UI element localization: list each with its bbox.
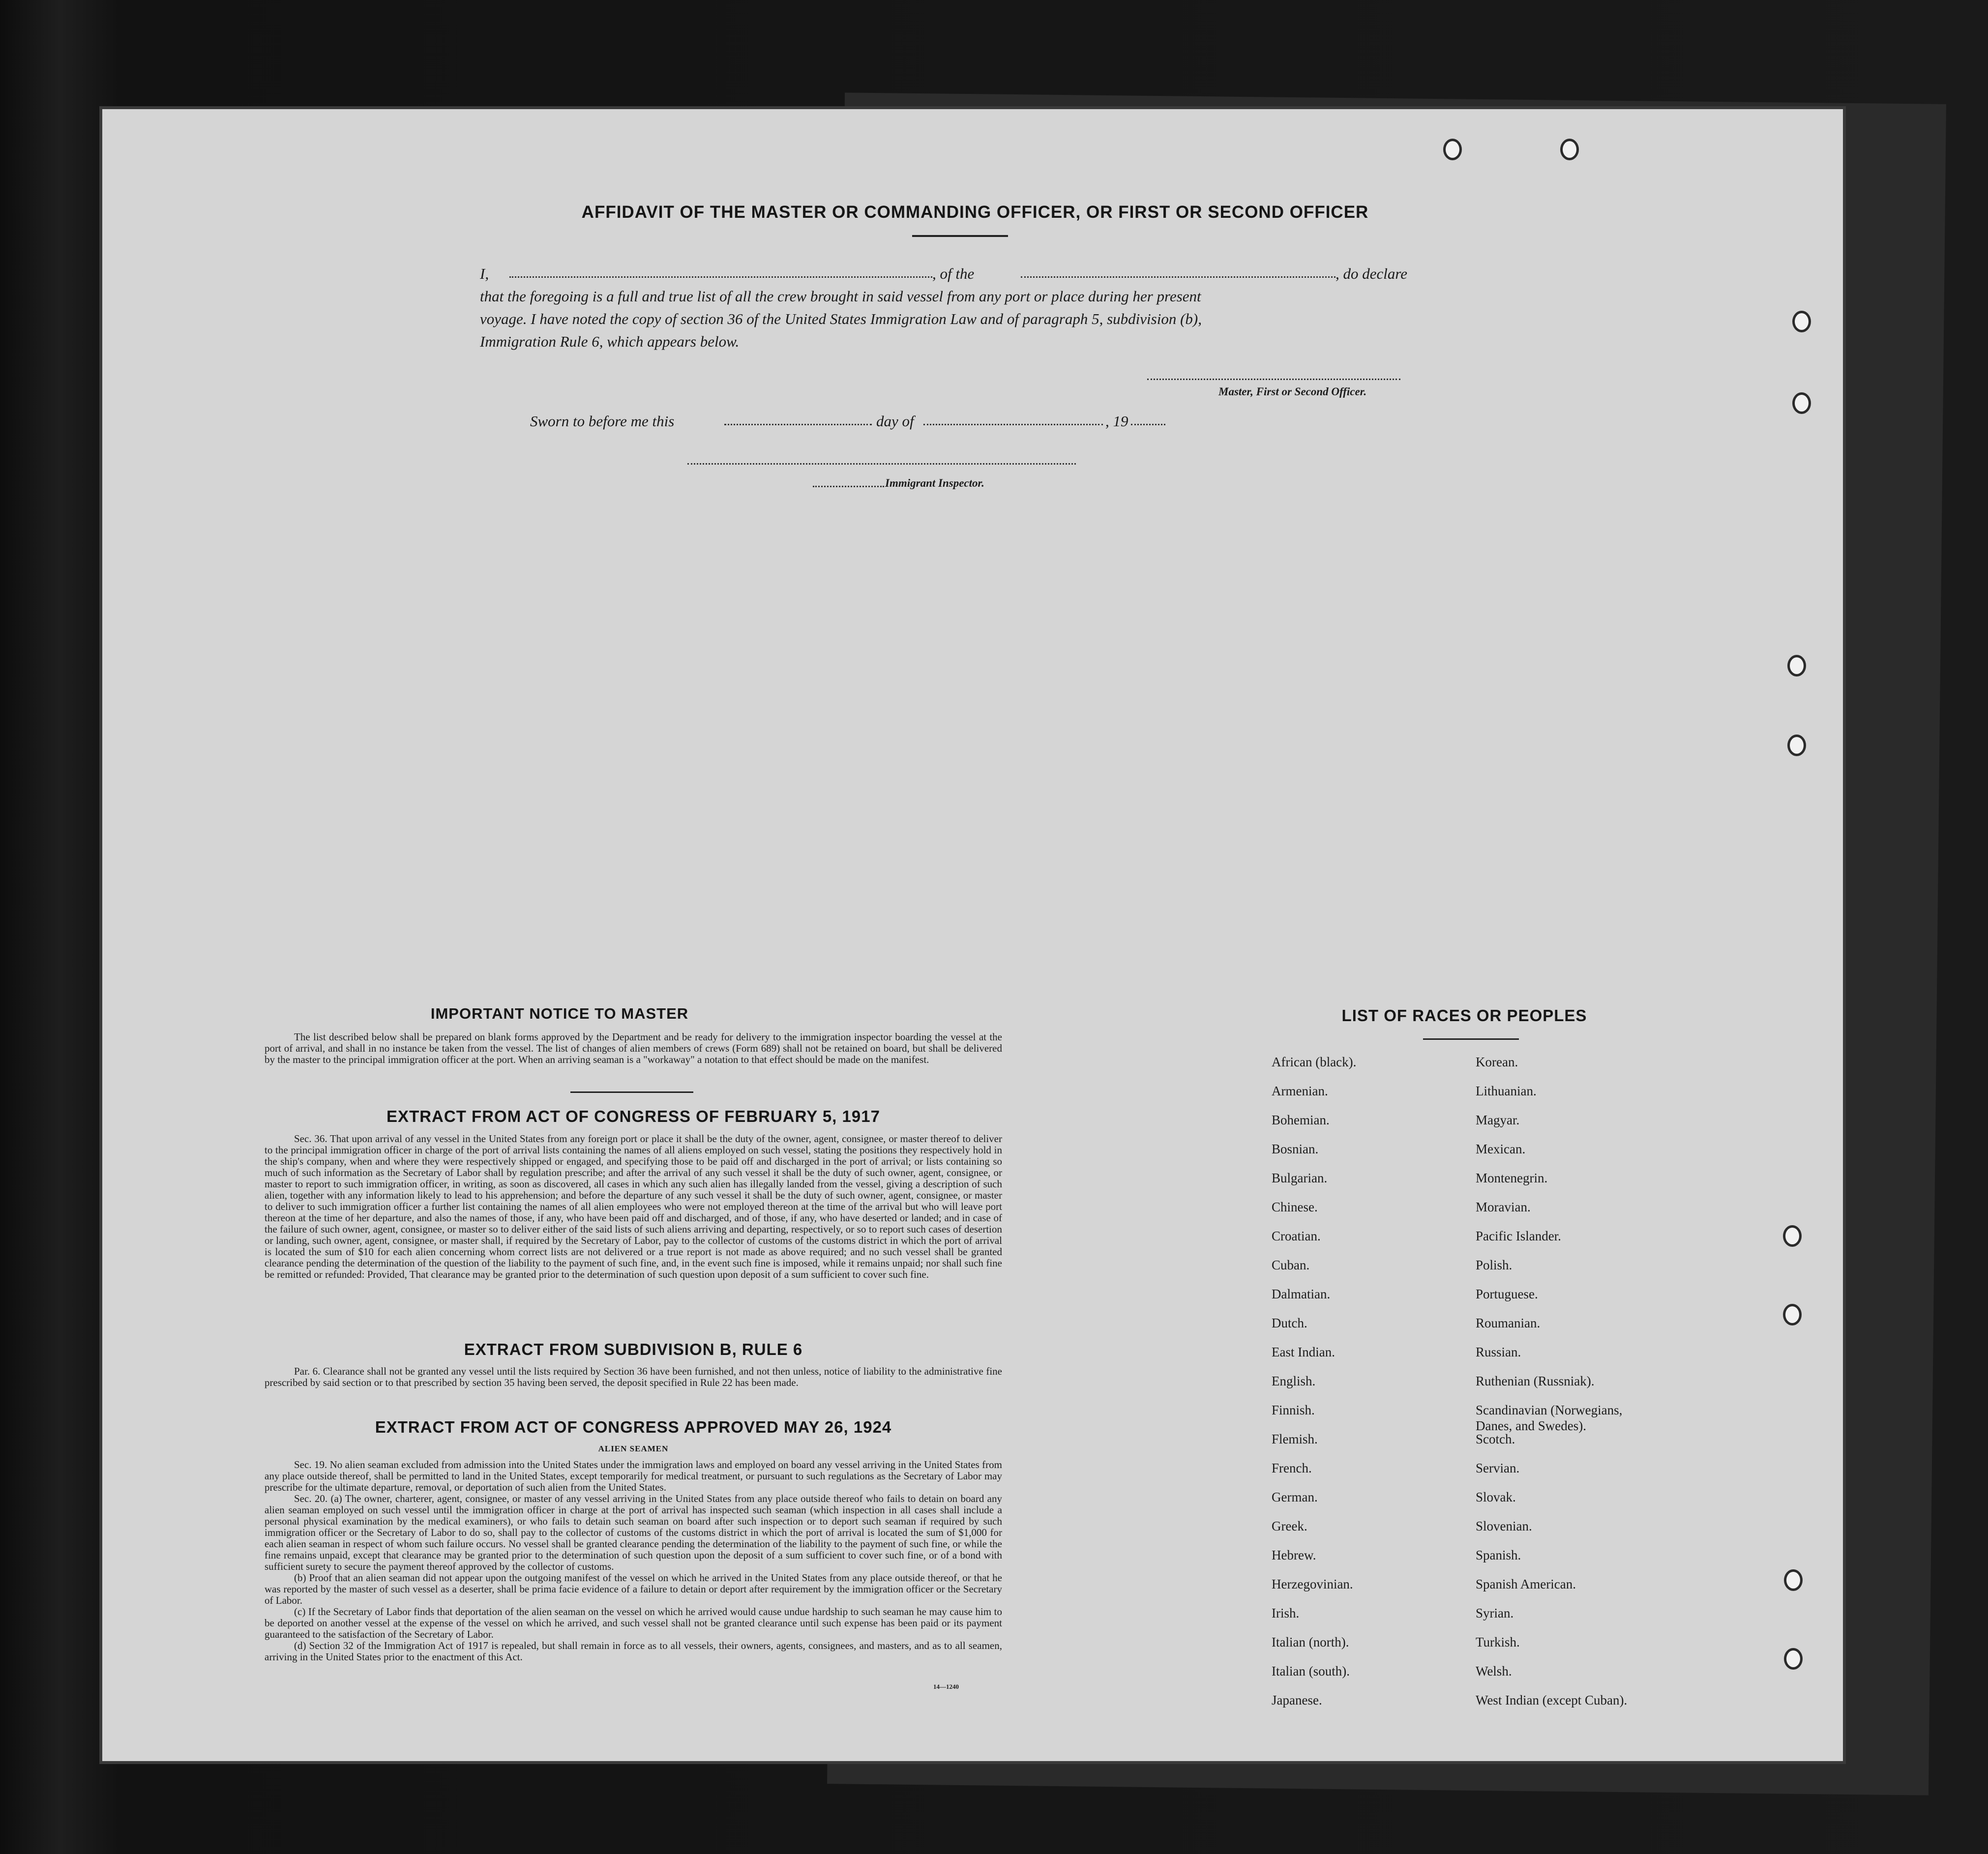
race-item: Spanish. [1476,1548,1521,1562]
race-item: Irish. [1272,1606,1300,1620]
race-item: Dalmatian. [1272,1287,1331,1301]
sec-20b-paragraph: (b) Proof that an alien seaman did not appear upon the outgoing manifest of the vessel on which he arrived in the United States from any place outside thereof, or that he was reported by the master of such vessel as a deserter, shall be prima facie evidence of a failure to detain or deport after requirement by the immigration officer or the Secretary of Labor. [265,1572,1002,1606]
affidavit-line-3: voyage. I have noted the copy of section 36 of the United States Immigration Law and of paragraph 5, subdivision (b), [480,310,1202,327]
day-of-label: day of [876,412,914,430]
race-item: Montenegrin. [1476,1171,1548,1185]
race-item: West Indian (except Cuban). [1476,1693,1628,1707]
master-name-field[interactable] [509,276,932,278]
race-item: Magyar. [1476,1113,1520,1127]
extract-1917-body: Sec. 36. That upon arrival of any vessel in the United States from any foreign port or place it shall be the duty of the owner, agent, consignee, or master thereof to deliver to the principal immigration officer in charge of the port of arrival lists containing the names of all aliens employed on such vessel, stating the positions they respectively hold in the ship's company, when and where they were respectively shipped or engaged, and specifying those to be paid off and discharged in the port of arrival; or lists containing so much of such information as the Secretary of Labor shall by regulation prescribe; and after the arrival of any such vessel it shall be the duty of such owner, agent, consignee, or master to report to such immigration officer, in writing, as soon as discovered, all cases in which any such alien has illegally landed from the vessel, giving a description of such alien, together with any information likely to lead to his apprehension; and before the departure of any such vessel it shall be the duty of such owner, agent, consignee, or master to deliver to such immigration officer a further list containing the names of all alien employees who were not employed thereon at the time of the arrival but who will leave port thereon at the time of her departure, and also the names of those, if any, who have been paid off and discharged, and of those, if any, who have deserted or landed; and in case of the failure of such owner, agent, consignee, or master so to deliver either of the said lists of such aliens arriving and departing, respectively, or so to report such cases of desertion or landing, such owner, agent, consignee, or master shall, if required by the Secretary of Labor, pay to the collector of customs of the customs district in which the port of arrival is located the sum of $10 for each alien concerning whom correct lists are not delivered or a true report is not made as above required; and no such vessel shall be granted clearance pending the determination of the question of the liability to the payment of such fine, and, in the event such fine is imposed, while it remains unpaid; nor shall such fine be remitted or refunded: Provided, That clearance may be granted prior to the determination of such question upon deposit of a sum sufficient to cover such fine. [265,1133,1002,1280]
race-item: French. [1272,1461,1312,1475]
inspector-caption: Immigrant Inspector. [885,477,984,489]
race-item: Mexican. [1476,1142,1526,1156]
race-item: Syrian. [1476,1606,1514,1620]
vessel-name-field[interactable] [1021,276,1335,278]
extract-rule6-title: EXTRACT FROM SUBDIVISION B, RULE 6 [464,1340,803,1358]
race-item: Roumanian. [1476,1316,1541,1330]
race-item: Portuguese. [1476,1287,1538,1301]
sworn-prefix: Sworn to before me this [530,412,675,430]
race-item: Japanese. [1272,1693,1322,1707]
notice-title: IMPORTANT NOTICE TO MASTER [430,1005,689,1022]
race-item: Lithuanian. [1476,1084,1537,1098]
alien-seamen-subtitle: ALIEN SEAMEN [598,1444,669,1453]
punch-hole [1792,392,1811,414]
punch-hole [1784,1569,1803,1591]
races-rule [1423,1038,1519,1040]
punch-hole [1787,655,1806,677]
race-item: German. [1272,1490,1318,1504]
punch-hole [1443,139,1462,160]
race-item: Italian (south). [1272,1664,1350,1678]
document-sheet [102,109,1843,1761]
race-item: Welsh. [1476,1664,1512,1678]
races-title: LIST OF RACES OR PEOPLES [1341,1006,1587,1025]
sec-20c-paragraph: (c) If the Secretary of Labor finds that deportation of the alien seaman on the vessel on which he arrived would cause undue hardship to such seaman he may cause him to be deported on another vessel at the expense of the vessel on which he arrived, and such vessel shall not be granted clearance until such expense has been paid or its payment guaranteed to the satisfaction of the Secretary of Labor. [265,1606,1002,1640]
affidavit-line-2: that the foregoing is a full and true list of all the crew brought in said vessel from any port or place during her present [480,288,1201,305]
race-item: Moravian. [1476,1200,1531,1214]
race-item: Scandinavian (Norwegians, Danes, and Swedes). [1476,1403,1623,1433]
notice-rule [570,1091,693,1093]
race-item: Hebrew. [1272,1548,1316,1562]
race-item: African (black). [1272,1055,1357,1069]
extract-1917-title: EXTRACT FROM ACT OF CONGRESS OF FEBRUARY 5, 1917 [386,1107,880,1125]
inspector-signature-field-short[interactable] [813,486,884,487]
race-item: Armenian. [1272,1084,1328,1098]
race-item: Slovak. [1476,1490,1516,1504]
race-item: Pacific Islander. [1476,1229,1561,1243]
race-item: Herzegovinian. [1272,1577,1353,1591]
sec-20a-paragraph: Sec. 20. (a) The owner, charterer, agent, consignee, or master of any vessel arriving in the United States from any place outside thereof who fails to detain on board any alien seaman employed on such vessel until the immigration officer in charge at the port of arrival has inspected such seaman (which inspection in all cases shall include a personal physical examination by the medical examiners), or who fails to detain such seaman on board after such inspection or to deport such seaman if required by such immigration officer or the Secretary of Labor to do so, shall pay to the collector of customs of the customs district in which the port of arrival is located the sum of $1,000 for each alien seaman in respect of whom such failure occurs. No vessel shall be granted clearance pending the determination of the liability to the payment of such fine, or while the fine remains unpaid, except that clearance may be granted prior to the determination of such question upon the deposit of a sum sufficient to cover such fine, or of a bond with sufficient surety to secure the payment thereof approved by the collector of customs. [265,1493,1002,1572]
title-rule [912,235,1008,237]
extract-1924-body [265,1459,1002,1663]
race-item: Scotch. [1476,1432,1515,1446]
sec-19-paragraph: Sec. 19. No alien seaman excluded from admission into the United States under the immigration laws and employed on board any vessel arriving in the United States from any place outside thereof, shall be permitted to land in the United States, except temporarily for medical treatment, or pursuant to such regulations as the Secretary of Labor may prescribe for the ultimate departure, removal, or deportation of such alien from the United States. [265,1459,1002,1493]
race-item: Croatian. [1272,1229,1321,1243]
affidavit-title: AFFIDAVIT OF THE MASTER OR COMMANDING OFFICER, OR FIRST OR SECOND OFFICER [581,203,1369,222]
year-label: , 19 [1105,412,1128,430]
affidavit-i-label: I, [480,265,489,282]
race-item: Spanish American. [1476,1577,1576,1591]
race-item: Finnish. [1272,1403,1315,1417]
race-item: Dutch. [1272,1316,1307,1330]
races-left-column [1272,1054,1468,1721]
race-item: English. [1272,1374,1316,1388]
race-item: Flemish. [1272,1432,1318,1446]
form-number: 14—1240 [933,1683,959,1690]
race-item: Bohemian. [1272,1113,1330,1127]
race-item: Russian. [1476,1345,1521,1359]
extract-1924-title: EXTRACT FROM ACT OF CONGRESS APPROVED MAY 26, 1924 [375,1418,892,1436]
extract-rule6-body: Par. 6. Clearance shall not be granted any vessel until the lists required by Section 36 have been furnished, and not then unless, notice of liability to the administrative fine prescribed by said section or to that prescribed by section 35 having been served, the deposit specified in Rule 22 has been made. [265,1365,1002,1388]
punch-hole [1787,735,1806,756]
race-item: Greek. [1272,1519,1307,1533]
affidavit-body [480,263,1552,353]
race-item: Cuban. [1272,1258,1310,1272]
punch-hole [1783,1304,1802,1325]
sec-20d-paragraph: (d) Section 32 of the Immigration Act of 1917 is repealed, but shall remain in force as to all vessels, their owners, agents, consignees, and masters, and as to all seamen, arriving in the United States prior to the enactment of this Act. [265,1640,1002,1663]
races-right-column [1476,1054,1682,1721]
race-item: East Indian. [1272,1345,1335,1359]
race-item: Slovenian. [1476,1519,1532,1533]
race-item: Korean. [1476,1055,1518,1069]
of-the-label: , of the [932,265,975,282]
sworn-year-field[interactable] [1131,424,1165,425]
master-signature-field[interactable] [1147,379,1400,380]
sworn-line [530,410,1268,433]
race-item: Chinese. [1272,1200,1318,1214]
inspector-signature-field[interactable] [687,463,1076,465]
race-item: Bulgarian. [1272,1171,1328,1185]
sworn-day-field[interactable] [724,424,872,425]
race-item: Polish. [1476,1258,1513,1272]
race-item: Ruthenian (Russniak). [1476,1374,1595,1388]
do-declare-label: , do declare [1335,265,1408,282]
punch-hole [1784,1648,1803,1670]
punch-hole [1783,1225,1802,1247]
punch-hole [1560,139,1579,160]
punch-hole [1792,311,1811,332]
sworn-month-field[interactable] [923,424,1103,425]
master-signature-caption: Master, First or Second Officer. [1218,385,1367,398]
affidavit-line-4: Immigration Rule 6, which appears below. [480,333,740,350]
race-item: Turkish. [1476,1635,1520,1649]
races-list [1272,1054,1714,1728]
race-item: Italian (north). [1272,1635,1349,1649]
race-item: Bosnian. [1272,1142,1319,1156]
notice-body: The list described below shall be prepared on blank forms approved by the Department and be ready for delivery to the immigration inspector boarding the vessel at the port of arrival, and shall in no instance be taken from the vessel. The list of changes of alien members of crews (Form 689) shall not be retained on board, but shall be delivered by the master to the principal immigration officer at the port. When an arriving seaman is a "workaway" a notation to that effect should be made on the manifest. [265,1031,1002,1065]
race-item: Servian. [1476,1461,1520,1475]
